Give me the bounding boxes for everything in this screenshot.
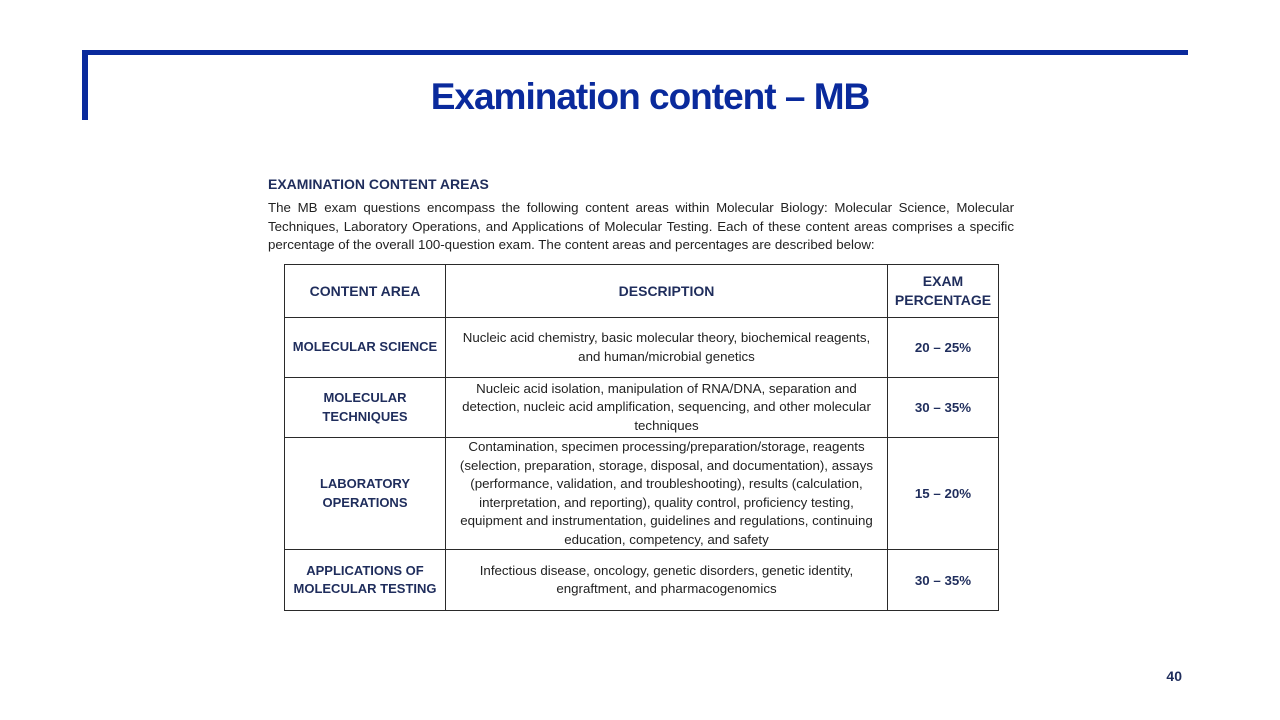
header-exam-percentage: EXAM PERCENTAGE [888, 265, 999, 318]
row-exam-percentage: 30 – 35% [888, 550, 999, 611]
row-content-area: LABORATORY OPERATIONS [285, 438, 446, 550]
table-row [285, 378, 999, 438]
row-content-area: MOLECULAR SCIENCE [285, 318, 446, 378]
row-exam-percentage: 15 – 20% [888, 438, 999, 550]
table-row [285, 550, 999, 611]
page-number: 40 [1166, 668, 1182, 684]
row-description: Nucleic acid chemistry, basic molecular theory, biochemical reagents, and human/microbial genetics [446, 318, 888, 378]
row-content-area: APPLICATIONS OF MOLECULAR TESTING [285, 550, 446, 611]
table-row [285, 438, 999, 550]
row-description: Infectious disease, oncology, genetic disorders, genetic identity, engraftment, and pharmacogenomics [446, 550, 888, 611]
row-description: Nucleic acid isolation, manipulation of RNA/DNA, separation and detection, nucleic acid amplification, sequencing, and other molecular techniques [446, 378, 888, 438]
header-content-area: CONTENT AREA [285, 265, 446, 318]
row-exam-percentage: 30 – 35% [888, 378, 999, 438]
row-description: Contamination, specimen processing/preparation/storage, reagents (selection, preparation, storage, disposal, and documentation), assays (performance, validation, and troubleshooting), results (calculation, interpretation, and reporting), quality control, proficiency testing, equipment and instrumentation, guidelines and regulations, continuing education, competency, and safety [446, 438, 888, 550]
table-row [285, 318, 999, 378]
table-header-row [285, 265, 999, 318]
slide-frame-top-bar [82, 50, 1188, 55]
slide-title: Examination content – MB [430, 76, 870, 117]
header-description: DESCRIPTION [446, 265, 888, 318]
section-heading: EXAMINATION CONTENT AREAS [268, 176, 489, 192]
intro-paragraph: The MB exam questions encompass the following content areas within Molecular Biology: Molecular Science, Molecular Techniques, Laboratory Operations, and Applications of Molecular Testing. Each of these content areas comprises a specific percentage of the overall 100-question exam. The content areas and percentages are described below: [268, 200, 1014, 252]
content-areas-table [284, 264, 999, 611]
row-content-area: MOLECULAR TECHNIQUES [285, 378, 446, 438]
row-exam-percentage: 20 – 25% [888, 318, 999, 378]
